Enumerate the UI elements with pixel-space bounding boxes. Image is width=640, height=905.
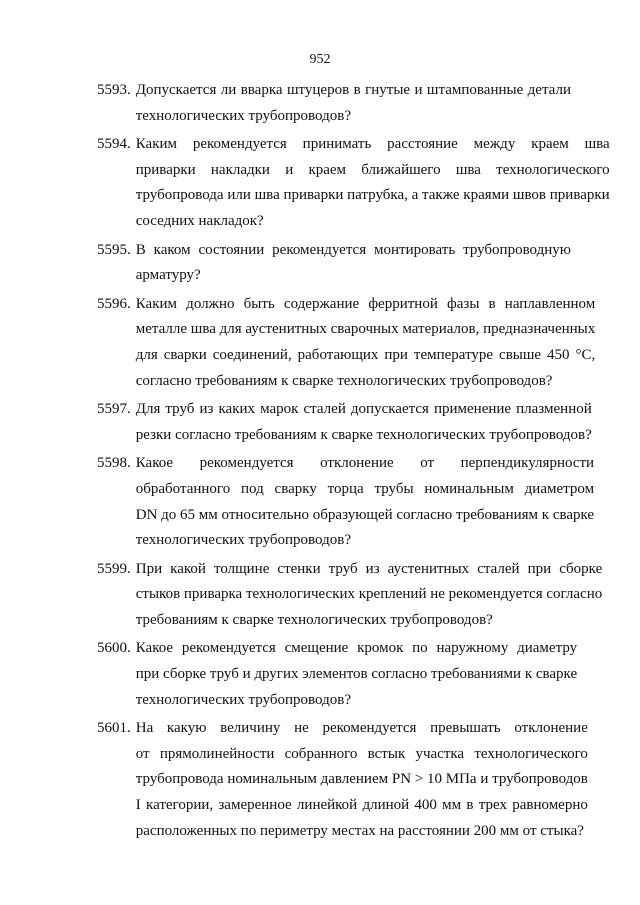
question-number: 5598. xyxy=(97,455,131,472)
question-number: 5599. xyxy=(97,560,131,577)
question-text-line: В каком состоянии рекомендуется монтировать трубопроводную xyxy=(135,241,571,258)
question-text-line: трубопровода или шва приварки патрубка, а также краями швов приварки xyxy=(135,187,610,204)
question-text-line: согласно требованиям к сварке технологических трубопроводов? xyxy=(135,372,553,389)
question-text xyxy=(136,78,571,129)
page-number: 952 xyxy=(309,52,331,67)
question-item xyxy=(97,78,571,129)
question-number: 5596. xyxy=(97,295,131,312)
question-text-line: от прямолинейности собранного встык участка технологического xyxy=(135,745,588,762)
question-text-line: резки согласно требованиям к сварке технологических трубопроводов? xyxy=(135,426,592,443)
question-number: 5597. xyxy=(97,401,131,418)
question-text xyxy=(136,397,592,448)
question-text-line: Каким рекомендуется принимать расстояние между краем шва xyxy=(135,136,610,153)
question-text-line: технологических трубопроводов? xyxy=(135,107,351,124)
question-text-line: трубопровода номинальным давлением PN > 10 МПа и трубопроводов xyxy=(135,771,588,788)
question-text-line: DN до 65 мм относительно образующей согласно требованиям к сварке xyxy=(135,506,595,523)
question-item xyxy=(97,716,588,844)
question-text-line: технологических трубопроводов? xyxy=(135,691,351,708)
question-item xyxy=(97,557,603,634)
question-text xyxy=(136,451,594,553)
question-list xyxy=(97,78,610,847)
question-text-line: На какую величину не рекомендуется превышать отклонение xyxy=(135,720,588,737)
question-text-line: металле шва для аустенитных сварочных материалов, предназначенных xyxy=(135,321,596,338)
question-text-line: соседних накладок? xyxy=(135,212,264,229)
question-text-line: арматуру? xyxy=(135,267,201,284)
question-text-line: Допускается ли вварка штуцеров в гнутые и штампованные детали xyxy=(135,82,571,98)
question-text xyxy=(136,132,610,234)
question-number: 5601. xyxy=(97,720,131,737)
question-text-line: стыков приварка технологических креплений не рекомендуется согласно xyxy=(135,586,603,603)
question-text-line: приварки накладки и краем ближайшего шва технологического xyxy=(135,161,610,178)
question-item xyxy=(97,397,592,448)
question-text xyxy=(136,238,571,289)
question-number: 5593. xyxy=(97,82,131,98)
question-text xyxy=(136,557,603,634)
question-item xyxy=(97,451,595,553)
question-text-line: I категории, замеренное линейкой длиной 400 мм в трех равномерно xyxy=(135,797,588,814)
question-text xyxy=(136,292,596,394)
question-text xyxy=(136,716,588,844)
question-text-line: Какое рекомендуется смещение кромок по наружному диаметру xyxy=(135,640,578,657)
question-text-line: при сборке труб и других элементов согласно требованиями к сварке xyxy=(135,666,578,683)
question-text-line: Каким должно быть содержание ферритной фазы в наплавленном xyxy=(135,295,596,312)
question-text-line: Какое рекомендуется отклонение от перпендикулярности xyxy=(135,455,595,472)
question-number: 5600. xyxy=(97,640,131,657)
question-item xyxy=(97,636,578,713)
question-text-line: расположенных по периметру местах на расстоянии 200 мм от стыка? xyxy=(135,822,584,839)
question-number: 5595. xyxy=(97,241,131,258)
question-text-line: технологических трубопроводов? xyxy=(135,532,351,549)
question-item xyxy=(97,238,571,289)
question-text-line: требованиям к сварке технологических трубопроводов? xyxy=(135,611,493,628)
question-text xyxy=(136,636,577,713)
question-text-line: для сварки соединений, работающих при температуре свыше 450 °С, xyxy=(135,346,596,363)
question-item xyxy=(97,132,610,234)
question-item xyxy=(97,292,596,394)
question-text-line: При какой толщине стенки труб из аустенитных сталей при сборке xyxy=(135,560,603,577)
question-number: 5594. xyxy=(97,136,131,153)
question-text-line: обработанного под сварку торца трубы номинальным диаметром xyxy=(135,480,595,497)
question-text-line: Для труб из каких марок сталей допускается применение плазменной xyxy=(135,401,592,418)
